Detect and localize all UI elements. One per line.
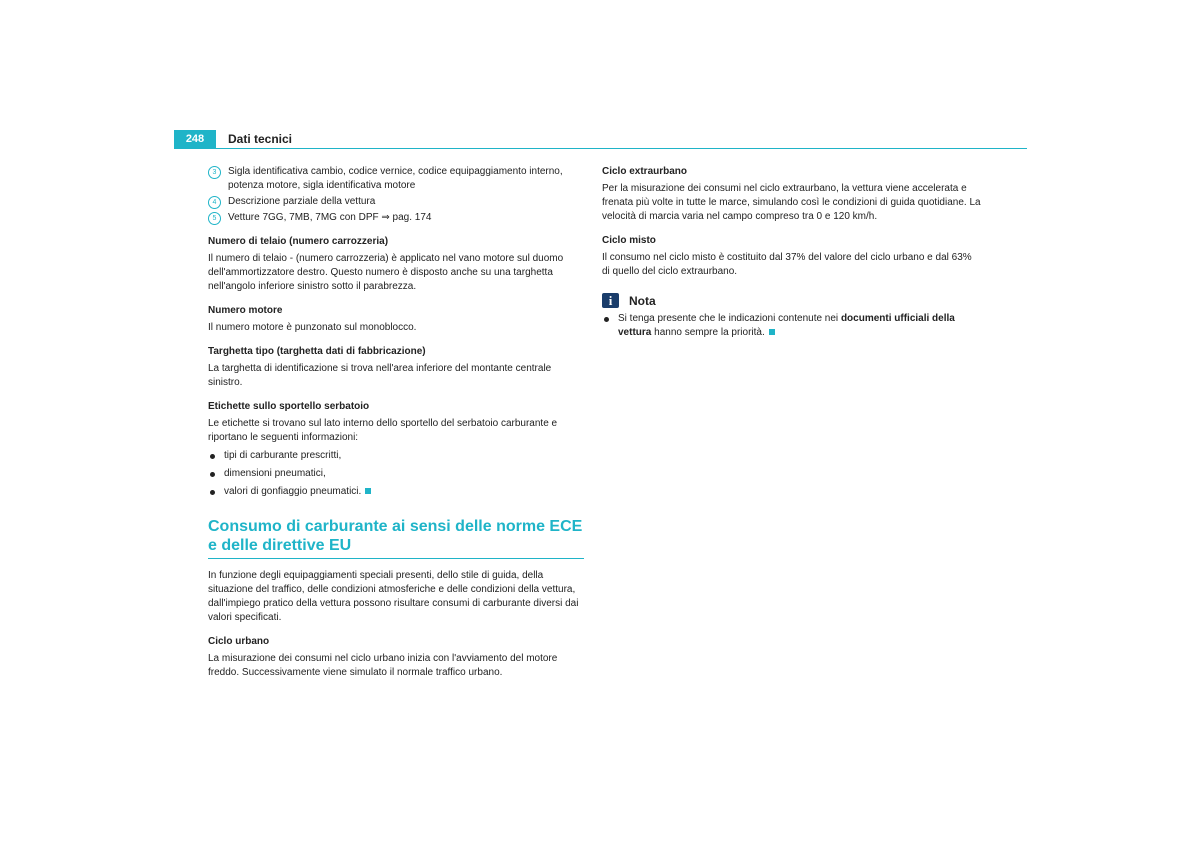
paragraph: Per la misurazione dei consumi nel ciclo extraurbano, la vettura viene accelerata e frenata più volte in tutte le marce, simulando così le condizioni di guida quotidiane. La velocità di marcia varia nel campo compreso tra 0 e 120 km/h.: [602, 183, 981, 222]
paragraph: Il numero di telaio - (numero carrozzeria) è applicato nel vano motore sul duomo dell'ammortizzatore destro. Questo numero è disposto anche su una targhetta nell'angolo inferiore sinistro sotto il parabrezza.: [208, 253, 564, 292]
numbered-item-text: Descrizione parziale della vettura: [228, 196, 376, 207]
page-number: 248: [174, 130, 216, 149]
section-heading: Ciclo misto: [602, 235, 656, 246]
note-label: Nota: [629, 293, 656, 308]
section-heading: Targhetta tipo (targhetta dati di fabbricazione): [208, 346, 426, 357]
paragraph: Il consumo nel ciclo misto è costituito dal 37% del valore del ciclo urbano e dal 63% di quello del ciclo extraurbano.: [602, 252, 972, 277]
list-item: tipi di carburante prescritti,: [208, 449, 584, 463]
note-item: [602, 312, 982, 340]
paragraph: Il numero motore è punzonato sul monoblocco.: [208, 322, 417, 333]
numbered-item-text: Vetture 7GG, 7MB, 7MG con DPF ⇒ pag. 174: [228, 212, 432, 223]
paragraph: La misurazione dei consumi nel ciclo urbano inizia con l'avviamento del motore freddo. Successivamente viene simulato il normale traffico urbano.: [208, 653, 558, 678]
paragraph: In funzione degli equipaggiamenti speciali presenti, dello stile di guida, della situazione del traffico, delle condizioni atmosferiche e delle condizioni della vettura, dall'impiego pratico della vettura possono risultare consumi di carburante diversi dai valori specificati.: [208, 570, 579, 623]
numbered-item: [208, 165, 584, 193]
note-header: [602, 293, 982, 308]
number-badge: 5: [208, 212, 221, 225]
numbered-item: [208, 195, 584, 209]
header-title: Dati tecnici: [228, 132, 293, 146]
section-heading: Numero motore: [208, 305, 283, 316]
section-heading: Numero di telaio (numero carrozzeria): [208, 236, 389, 247]
note-bold-text: documenti ufficiali della vettura: [618, 313, 955, 338]
end-mark-icon: [365, 488, 371, 494]
right-column: [602, 165, 982, 340]
numbered-item: [208, 211, 584, 225]
paragraph: La targhetta di identificazione si trova nell'area inferiore del montante centrale sinistro.: [208, 363, 552, 388]
section-heading: Ciclo extraurbano: [602, 166, 688, 177]
note-text: hanno sempre la priorità.: [651, 327, 765, 338]
list-item: valori di gonfiaggio pneumatici.: [208, 485, 584, 499]
left-column: [208, 165, 584, 680]
list-item: dimensioni pneumatici,: [208, 467, 584, 481]
section-title: Consumo di carburante ai sensi delle norme ECE e delle direttive EU: [208, 517, 584, 559]
end-mark-icon: [769, 329, 775, 335]
number-badge: 3: [208, 166, 221, 179]
section-heading: Etichette sullo sportello serbatoio: [208, 401, 370, 412]
number-badge: 4: [208, 196, 221, 209]
info-icon: i: [602, 293, 619, 308]
section-heading: Ciclo urbano: [208, 636, 270, 647]
note-text: Si tenga presente che le indicazioni contenute nei: [618, 313, 841, 324]
paragraph: Le etichette si trovano sul lato interno dello sportello del serbatoio carburante e riportano le seguenti informazioni:: [208, 418, 558, 443]
header-rule: [174, 148, 1027, 149]
numbered-item-text: Sigla identificativa cambio, codice vernice, codice equipaggiamento interno, potenza motore, sigla identificativa motore: [228, 166, 563, 191]
